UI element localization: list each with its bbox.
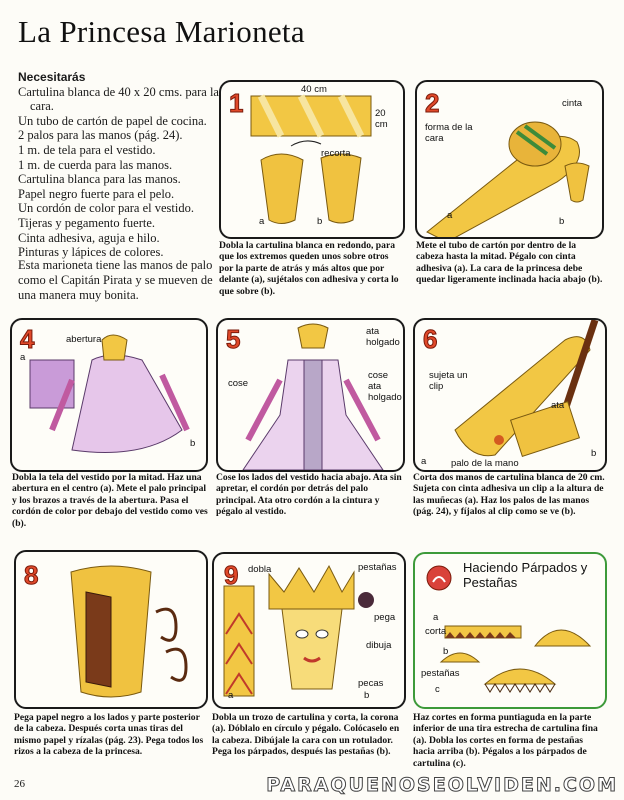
material-item: Un tubo de cartón de papel de cocina. [18,113,207,128]
label-b: b [591,448,597,459]
face-shape-label: forma de la cara [425,122,473,144]
step-1-panel [219,80,405,239]
label-a: a [447,210,453,221]
step-4-panel [10,318,208,472]
label-a: a [259,216,265,227]
step-6-illustration [415,320,605,470]
opening-label: abertura [66,334,102,345]
clip-label: sujeta un clip [429,370,468,392]
step-number: 6 [423,324,438,354]
eyelids-caption: Haz cortes en forma puntiaguda en la parte inferior de una tira estrecha de cartulina fina (a). Dobla los cortes en forma de pestañas hacia arriba (b). Pégalos a los párpados de cartulina (c). [413,712,598,769]
draw-label: dibuja [366,640,392,651]
label-a: a [421,456,427,467]
material-item: Un cordón de color para el vestido. [18,201,194,216]
label-a: a [433,612,439,623]
step-8-caption: Pega papel negro a los lados y parte posterior de la cabeza. Después corta unas tiras del mismo papel y rízalas (pág. 23). Pega todos los rizos a la cabeza de la princesa. [14,712,204,758]
step-number: 9 [224,560,239,590]
label-b: b [443,646,449,657]
sew-tie-label: cose ata holgado [368,370,402,403]
label-b: b [190,438,196,449]
fold-label: dobla [248,564,272,575]
step-number: 1 [229,88,244,118]
step-8-illustration [16,552,206,707]
height-label: 20 cm [375,108,388,130]
lashes-label: pestañas [421,668,460,679]
tie-label: ata [551,400,565,411]
materials-heading: Necesitarás [18,70,86,84]
material-item: Tijeras y pegamento fuerte. [18,215,155,230]
material-item: Cartulina blanca de 40 x 20 cms. para la cara. [18,84,219,114]
step-4-caption: Dobla la tela del vestido por la mitad. Haz una abertura en el centro (a). Mete el palo principal y los brazos a través de la abertura. Pasa el cordón de color por debajo del vestido como ves (b). [12,472,208,529]
label-a: a [228,690,234,701]
material-item: Papel negro fuerte para el pelo. [18,186,175,201]
step-9-panel [212,552,406,709]
material-item: 2 palos para las manos (pág. 24). [18,128,183,143]
sew-label: cose [228,378,249,389]
step-4-illustration [12,320,206,470]
label-a: a [20,352,26,363]
step-1-illustration [221,82,403,237]
width-label: 40 cm [301,84,327,95]
step-5-caption: Cose los lados del vestido hacia abajo. Ata sin apretar, el cordón por detrás del palo principal. Ata otro cordón a la cintura y pégalo al vestido. [216,472,402,518]
cut-label: corta [425,626,447,637]
page-number: 26 [14,778,25,790]
step-2-caption: Mete el tubo de cartón por dentro de la cabeza hasta la mitad. Pégalo con cinta adhesiva (a). La cara de la princesa debe quedar ligeramente inclinada hacia abajo (b). [416,240,603,286]
step-number: 8 [24,560,39,590]
material-item: 1 m. de tela para el vestido. [18,142,156,157]
material-item: Cinta adhesiva, aguja e hilo. [18,230,160,245]
label-b: b [317,216,323,227]
step-9-caption: Dobla un trozo de cartulina y corta, la corona (a). Dóblalo en círculo y pégalo. Colócaselo en la cabeza. Dibújale la cara con un rotulador. Pega los párpados, después las pestañas (b). [212,712,400,758]
intro-text: Esta marioneta tiene las manos de palo como el Capitán Pirata y se mueven de una manera muy bonita. [18,258,213,302]
eyelids-panel [413,552,607,709]
step-2-panel [415,80,604,239]
glue-label: pega [374,612,396,623]
step-number: 4 [20,324,35,354]
step-number: 2 [425,88,440,118]
step-6-panel [413,318,607,472]
eyelids-title: Haciendo Párpados y Pestañas [463,560,588,590]
materials-list [18,70,223,260]
label-c: c [435,684,440,695]
page-title: La Princesa Marioneta [18,14,305,49]
step-6-caption: Corta dos manos de cartulina blanca de 20 cm. Sujeta con cinta adhesiva un clip a la altura de las muñecas (a). Haz los palos de las manos (pág. 24), y fíjalos al clip como se ve (b). [413,472,605,518]
freckles-label: pecas [358,678,384,689]
step-8-panel [14,550,208,709]
palm-stick-label: palo de la mano [451,458,519,469]
label-b: b [364,690,370,701]
material-item: Pinturas y lápices de colores. [18,245,164,260]
step-number: 5 [226,324,241,354]
watermark: PARAQUENOSEOLVIDEN.COM [266,774,618,796]
loose-tie-label: ata holgado [366,326,400,348]
label-b: b [559,216,565,227]
step-1-caption: Dobla la cartulina blanca en redondo, para que los extremos queden unos sobre otros por la parte de atrás y más altos que por delante (a), sujétalos con adhesiva y corta lo que sobre (b). [219,240,399,297]
material-item: 1 m. de cuerda para las manos. [18,157,173,172]
lashes-label: pestañas [358,562,397,573]
step-5-panel [216,318,405,472]
tape-label: cinta [562,98,583,109]
material-item: Cartulina blanca para las manos. [18,172,181,187]
cut-label: recorta [321,148,351,159]
